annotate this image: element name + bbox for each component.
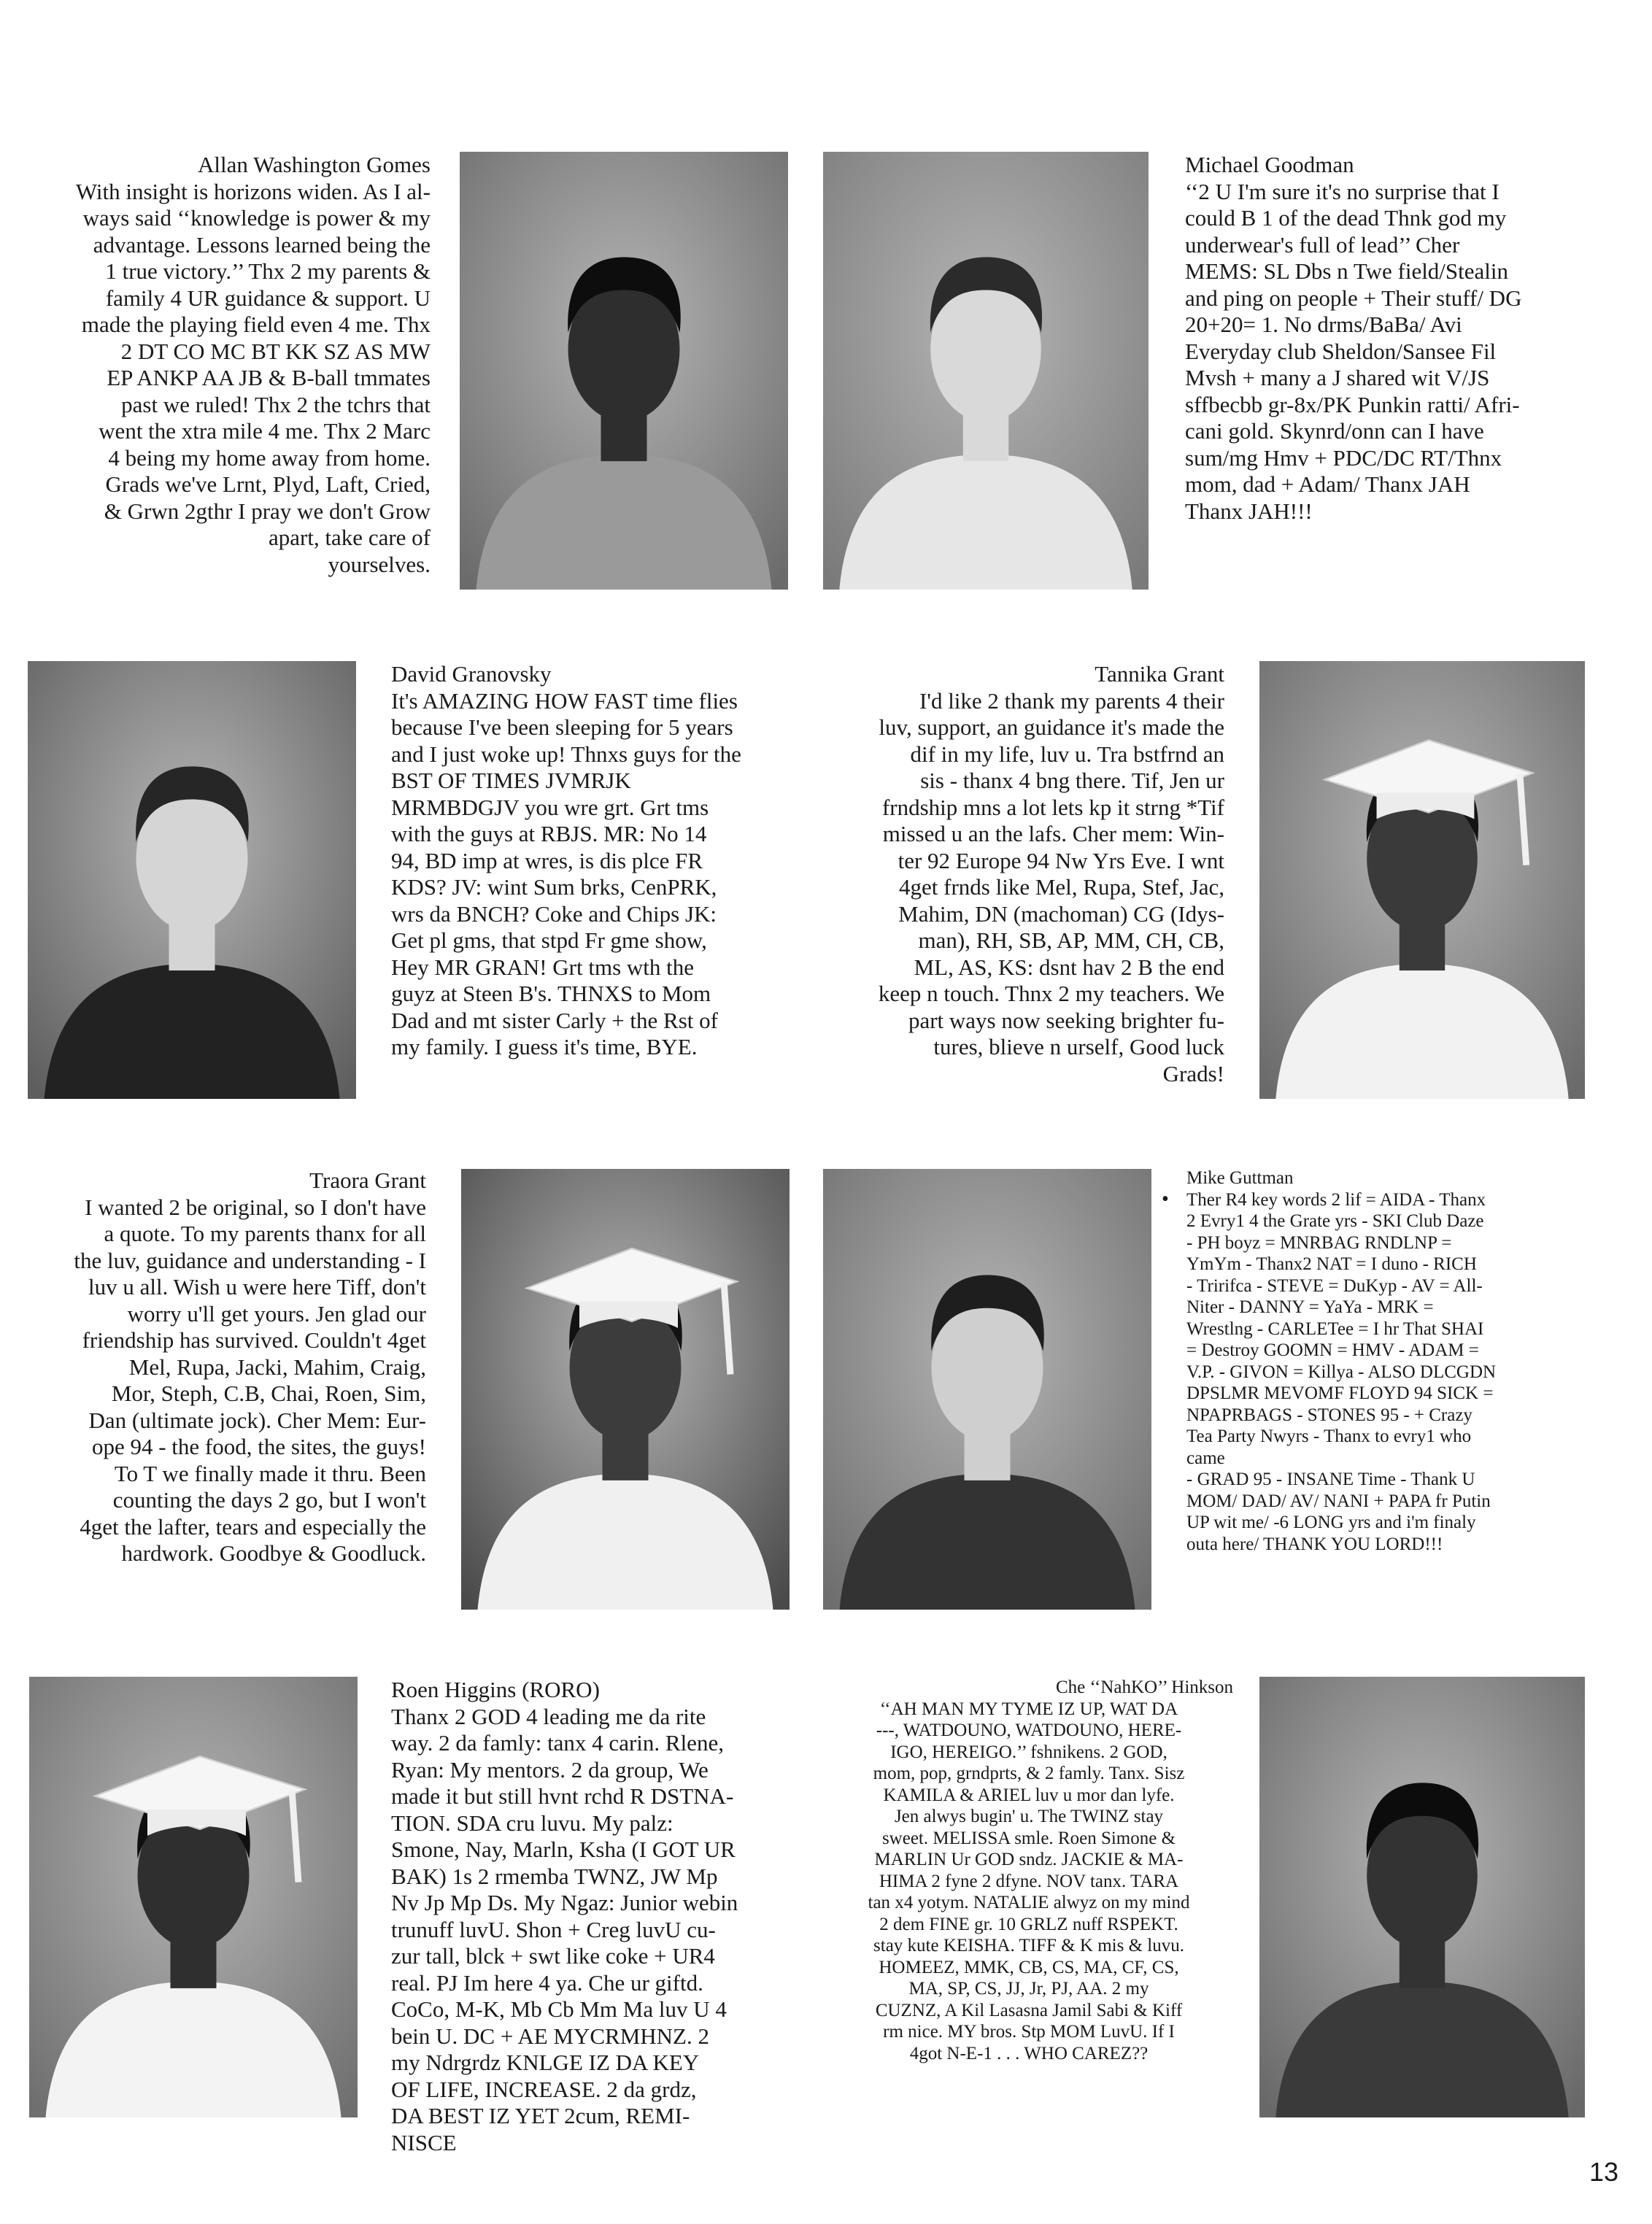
student-entry-granovsky	[391, 661, 800, 1061]
portrait-image	[823, 1169, 1151, 1610]
student-entry-gomes	[29, 152, 431, 578]
portrait-image	[823, 152, 1149, 590]
student-entry-tannika-grant	[825, 661, 1224, 1087]
bullet-mark: •	[1162, 1188, 1169, 1211]
portrait-photo-tannika-grant	[1259, 661, 1585, 1099]
portrait-image	[28, 661, 356, 1099]
portrait-photo-granovsky	[28, 661, 356, 1099]
portrait-image	[1259, 661, 1585, 1099]
portrait-photo-hinkson	[1259, 1677, 1585, 2117]
student-quote: ‘‘AH MAN MY TYME IZ UP, WAT DA ---, WATDOUNO, WATDOUNO, HERE- IGO, HEREIGO.’’ fshnikens. 2 GOD, mom, pop, grndprts, & 2 famly. Tanx. Sisz KAMILA & ARIEL luv u mor dan lyfe. Jen alwys bugin' u. The TWINZ stay sweet. MELISSA smle. Roen Simone & MARLIN Ur GOD sndz. JACKIE & MA- HIMA 2 fyne 2 dfyne. NOV tanx. TARA tan x4 yotym. NATALIE alwyz on my mind 2 dem FINE gr. 10 GRLZ nuff RSPEKT. stay kute KEISHA. TIFF & K mis & luvu. HOMEEZ, MMK, CB, CS, MA, CF, CS, MA, SP, CS, JJ, Jr, PJ, AA. 2 my CUZNZ, A Kil Lasasna Jamil Sabi & Kiff rm nice. MY bros. Stp MOM LuvU. If I 4got N-E-1 . . . WHO CAREZ??	[868, 1699, 1190, 2063]
page-number: 13	[1589, 2157, 1618, 2187]
student-quote: With insight is horizons widen. As I al- ways said ‘‘knowledge is power & my advantage. Lessons learned being the 1 true victory.’’ Thx 2 my parents & family 4 UR guidance & support. U made the playing field even 4 me. Thx 2 DT CO MC BT KK SZ AS MW EP ANKP AA JB & B-ball tmmates past we ruled! Thx 2 the tchrs that went the xtra mile 4 me. Thx 2 Marc 4 being my home away from home. Grads we've Lrnt, Plyd, Laft, Cried, & Grwn 2gthr I pray we don't Grow apart, take care of yourselves.	[75, 178, 431, 577]
student-entry-goodman	[1185, 152, 1616, 525]
student-name: Tannika Grant	[1095, 661, 1224, 687]
student-quote: It's AMAZING HOW FAST time flies because I've been sleeping for 5 years and I just woke up! Thnxs guys for the BST OF TIMES JVMRJK MRMBDGJV you wre grt. Grt tms with the guys at RBJS. MR: No 14 94, BD imp at wres, is dis plce FR KDS? JV: wint Sum brks, CenPRK, wrs da BNCH? Coke and Chips JK: Get pl gms, that stpd Fr gme show, Hey MR GRAN! Grt tms wth the guyz at Steen B's. THNXS to Mom Dad and mt sister Carly + the Rst of my family. I guess it's time, BYE.	[391, 687, 741, 1059]
portrait-photo-traora-grant	[461, 1169, 790, 1610]
portrait-image	[460, 152, 788, 590]
student-name: Mike Guttman	[1186, 1168, 1294, 1188]
student-quote: Thanx 2 GOD 4 leading me da rite way. 2 da famly: tanx 4 carin. Rlene, Ryan: My mentors. 2 da group, We made it but still hvnt rchd R DSTNA- TION. SDA cru luvu. My palz: Smone, Nay, Marln, Ksha (I GOT UR BAK) 1s 2 rmemba TWNZ, JW Mp Nv Jp Mp Ds. My Ngaz: Junior webin trunuff luvU. Shon + Creg luvU cu- zur tall, blck + swt like coke + UR4 real. PJ Im here 4 ya. Che ur giftd. CoCo, M-K, Mb Cb Mm Ma luv U 4 bein U. DC + AE MYCRMHNZ. 2 my Ndrgrdz KNLGE IZ DA KEY OF LIFE, INCREASE. 2 da grdz, DA BEST IZ YET 2cum, REMI- NISCE	[391, 1703, 738, 2155]
portrait-image	[461, 1169, 790, 1610]
portrait-image	[1259, 1677, 1585, 2117]
student-entry-traora-grant	[29, 1167, 426, 1567]
portrait-photo-gomes	[460, 152, 788, 590]
student-quote: I'd like 2 thank my parents 4 their luv, support, an guidance it's made the dif in my life, luv u. Tra bstfrnd an sis - thanx 4 bng there. Tif, Jen ur frndship mns a lot lets kp it strng *Tif missed u an the lafs. Cher mem: Win- ter 92 Europe 94 Nw Yrs Eve. I wnt 4get frnds like Mel, Rupa, Stef, Jac, Mahim, DN (machoman) CG (Idys- man), RH, SB, AP, MM, CH, CB, ML, AS, KS: dsnt hav 2 B the end keep n touch. Thnx 2 my teachers. We part ways now seeking brighter fu- tures, blieve n urself, Good luck Grads!	[878, 687, 1224, 1086]
student-name: Allan Washington Gomes	[198, 152, 431, 177]
student-name: Roen Higgins (RORO)	[391, 1677, 600, 1702]
student-entry-higgins	[391, 1677, 800, 2156]
portrait-photo-guttman	[823, 1169, 1151, 1610]
student-quote: Ther R4 key words 2 lif = AIDA - Thanx 2 Evry1 4 the Grate yrs - SKI Club Daze - PH boyz = MNRBAG RNDLNP = YmYm - Thanx2 NAT = I duno - RICH - Tririfca - STEVE = DuKyp - AV = All- Niter - DANNY = YaYa - MRK = Wrestlng - CARLETee = I hr That SHAI = Destroy GOOMN = HMV - ADAM = V.P. - GIVON = Killya - ALSO DLCGDN DPSLMR MEVOMF FLOYD 94 SICK = NPAPRBAGS - STONES 95 - + Crazy Tea Party Nwyrs - Thanx to evry1 who came - GRAD 95 - INSANE Time - Thank U MOM/ DAD/ AV/ NANI + PAPA fr Putin UP wit me/ -6 LONG yrs and i'm finaly outa here/ THANK YOU LORD!!!	[1186, 1189, 1497, 1554]
student-name: David Granovsky	[391, 661, 552, 687]
portrait-image	[29, 1677, 358, 2117]
student-name: Che ‘‘NahKO’’ Hinkson	[1056, 1677, 1233, 1697]
student-name: Traora Grant	[309, 1167, 426, 1193]
student-entry-hinkson	[825, 1677, 1233, 2064]
student-name: Michael Goodman	[1185, 152, 1354, 177]
student-quote: I wanted 2 be original, so I don't have a quote. To my parents thanx for all the luv, guidance and understanding - I luv u all. Wish u were here Tiff, don't worry u'll get yours. Jen glad our friendship has survived. Couldn't 4get Mel, Rupa, Jacki, Mahim, Craig, Mor, Steph, C.B, Chai, Roen, Sim, Dan (ultimate jock). Cher Mem: Eur- ope 94 - the food, the sites, the guys! To T we finally made it thru. Been counting the days 2 go, but I won't 4get the lafter, tears and especially the hardwork. Goodbye & Goodluck.	[74, 1194, 426, 1566]
portrait-photo-higgins	[29, 1677, 358, 2117]
student-quote: ‘‘2 U I'm sure it's no surprise that I could B 1 of the dead Thnk god my underwear's full of lead’’ Cher MEMS: SL Dbs n Twe field/Stealin and ping on people + Their stuff/ DG 20+20= 1. No drms/BaBa/ Avi Everyday club Sheldon/Sansee Fil Mvsh + many a J shared wit V/JS sffbecbb gr-8x/PK Punkin ratti/ Afri- cani gold. Skynrd/onn can I have sum/mg Hmv + PDC/DC RT/Thnx mom, dad + Adam/ Thanx JAH Thanx JAH!!!	[1185, 178, 1522, 524]
portrait-photo-goodman	[823, 152, 1149, 590]
student-entry-guttman	[1186, 1167, 1617, 1555]
